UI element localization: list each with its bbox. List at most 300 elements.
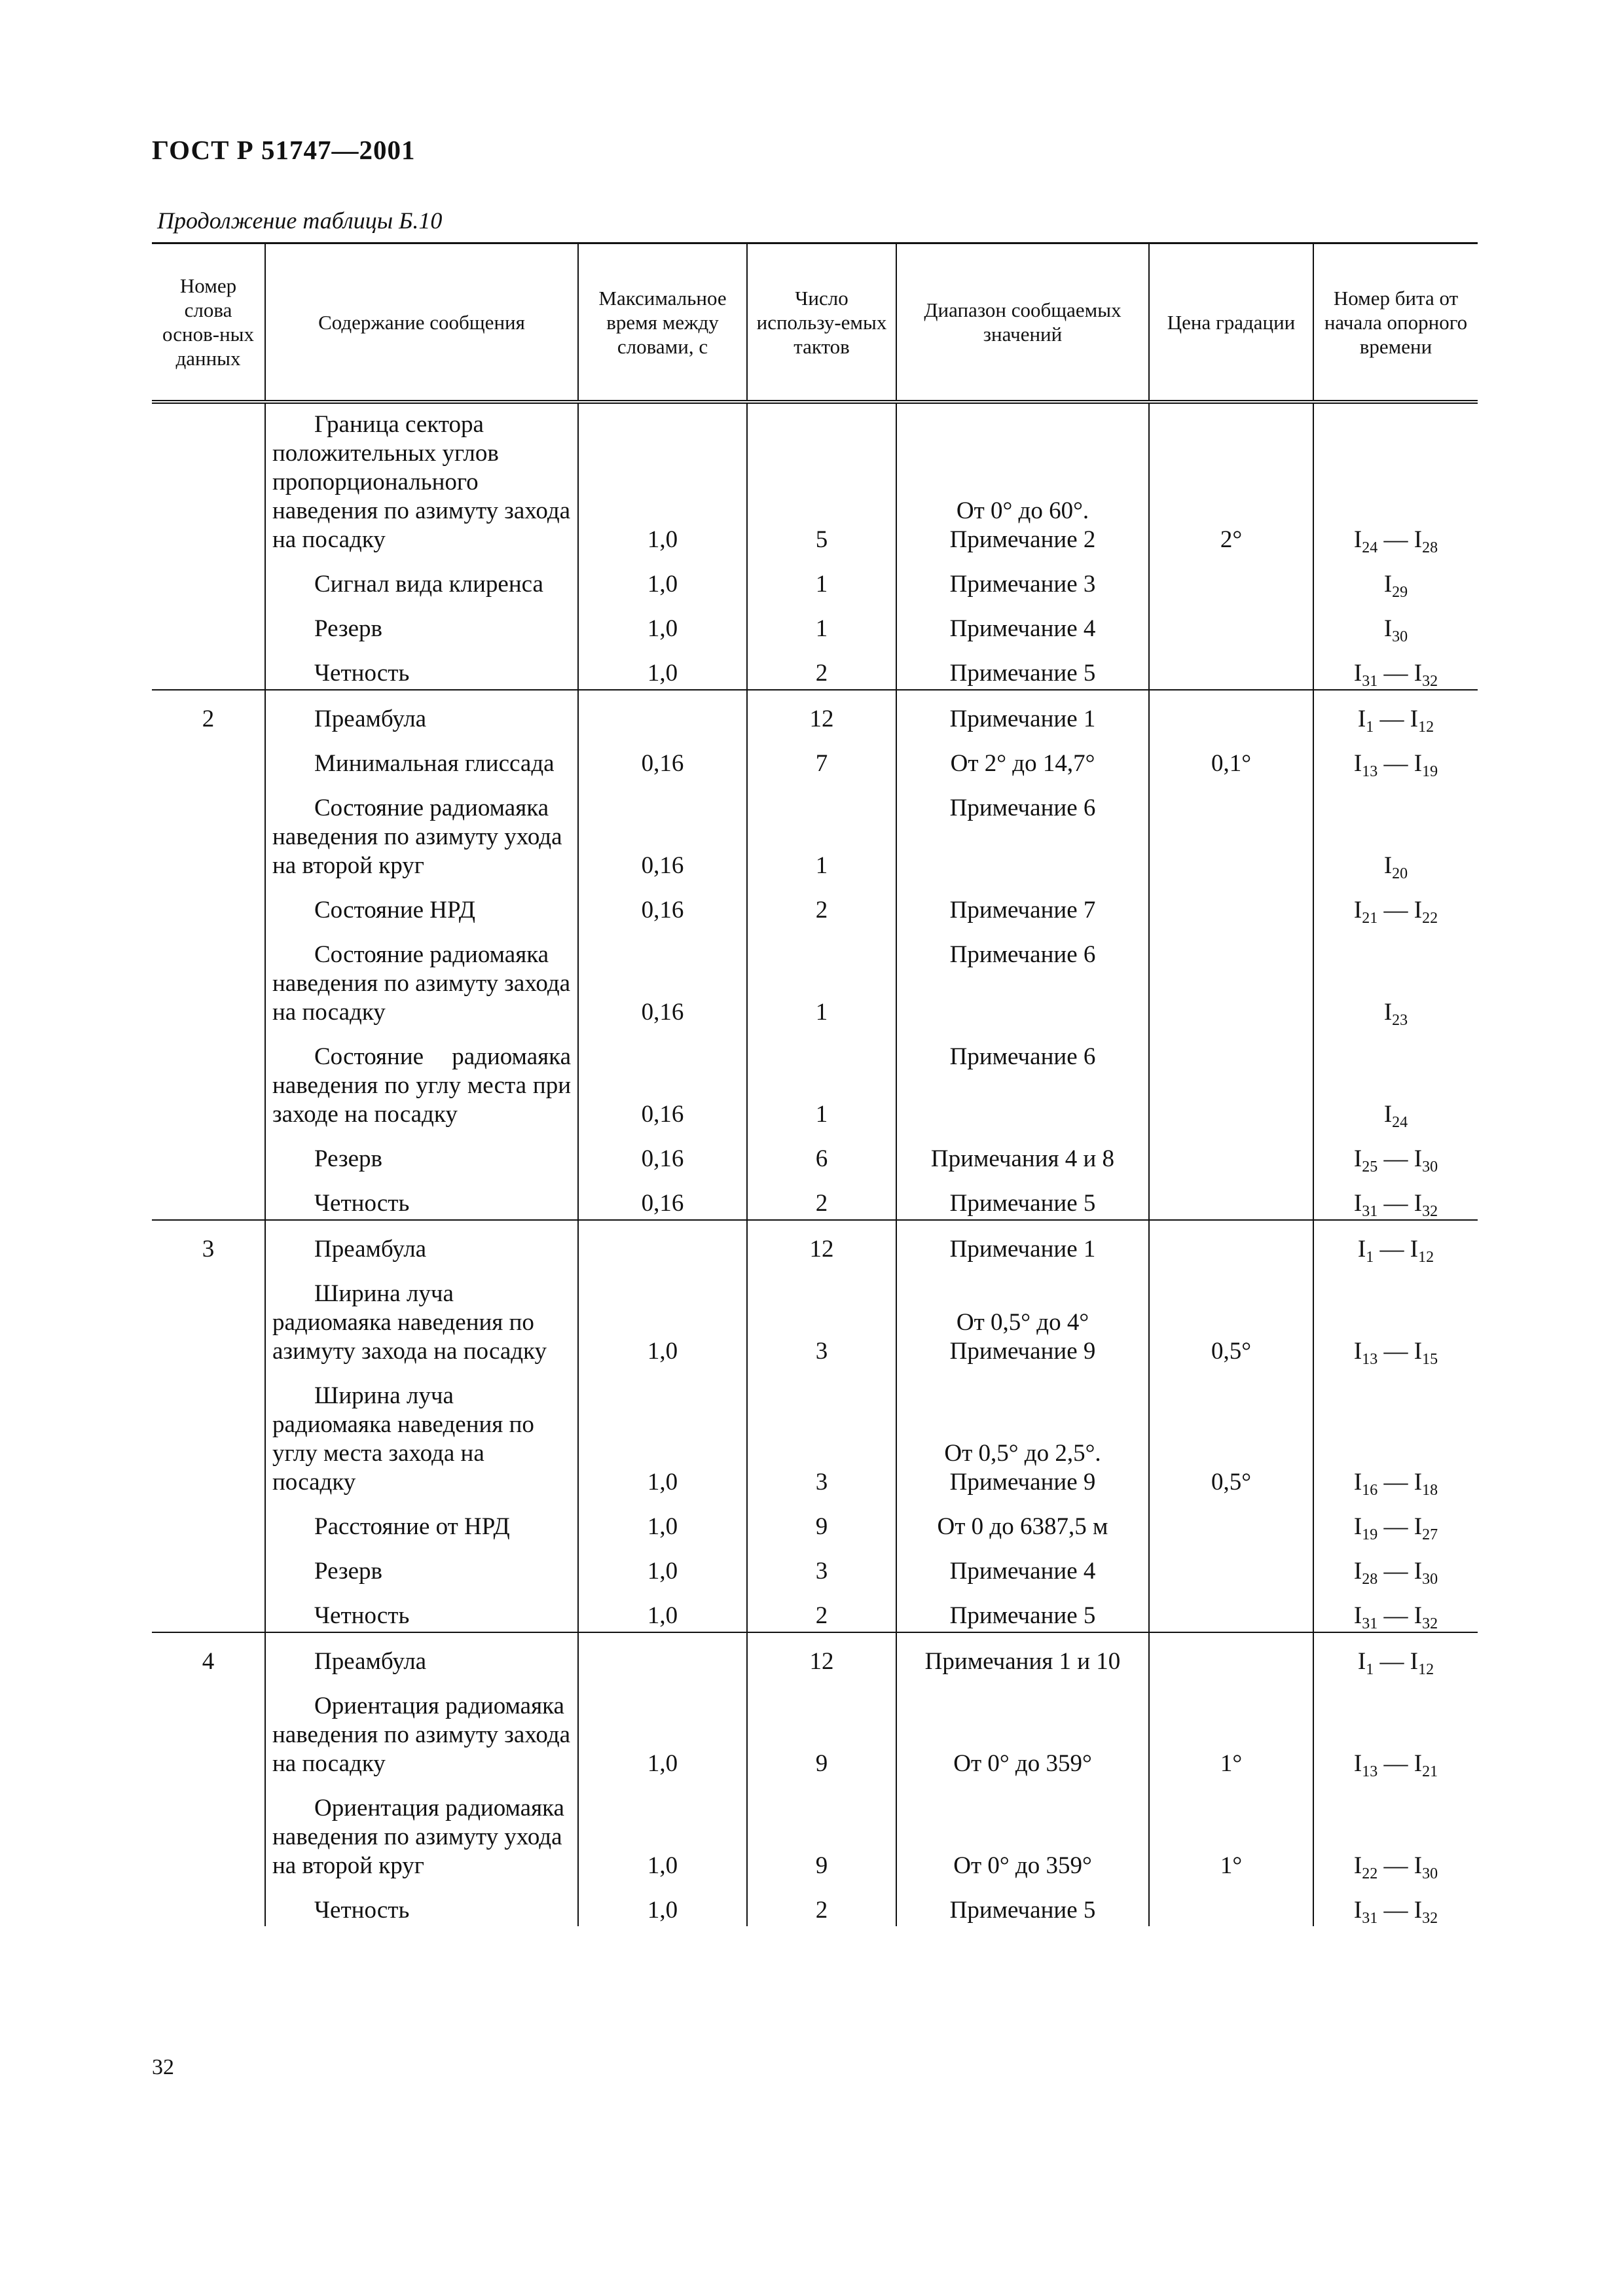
bit-number-cell [1313,402,1478,556]
cycles-cell: 12 [747,690,896,735]
value-range-cell: Примечание 7 [896,882,1149,926]
bit-symbol: I [1353,1145,1362,1172]
message-content-text: Граница сектора положительных углов пропорционального наведения по азимуту захода на посадку [272,411,571,553]
bit-index: 18 [1422,1482,1438,1499]
gradation-cell [1149,690,1313,735]
word-number-cell [152,645,265,690]
message-content-text: Четность [314,1897,410,1924]
gradation-cell [1149,1543,1313,1587]
message-content-text: Ориентация радиомаяка наведения по азимуту захода на посадку [272,1693,571,1777]
bit-symbol: I [1353,897,1362,924]
message-content-cell [265,690,578,735]
bit-number-cell [1313,1028,1478,1130]
bit-index: 31 [1362,1910,1378,1927]
word-number-cell [152,1175,265,1220]
bit-symbol: I [1413,1750,1423,1777]
message-table [152,242,1478,1926]
table-caption: Продолжение таблицы Б.10 [157,207,443,234]
word-number-cell [152,1367,265,1498]
header-max-time: Максимальное время между словами, с [578,243,747,403]
gradation-cell: 0,5° [1149,1265,1313,1367]
cycles-cell: 9 [747,1677,896,1780]
table-row [152,556,1478,600]
message-content-text: Минимальная глиссада [314,750,555,777]
table-row [152,926,1478,1028]
message-content-cell [265,1265,578,1367]
value-range-cell: Примечание 4 [896,1543,1149,1587]
page-number: 32 [152,2055,174,2079]
bit-number-cell [1313,556,1478,600]
bit-number-cell [1313,1587,1478,1632]
bit-number-cell [1313,1175,1478,1220]
bit-symbol: I [1357,1236,1366,1263]
word-number-cell: 2 [152,690,265,735]
bit-number-cell [1313,1265,1478,1367]
bit-index: 32 [1422,1203,1438,1220]
table-row [152,1367,1478,1498]
cycles-cell: 2 [747,1175,896,1220]
bit-number-cell [1313,780,1478,882]
message-content-text: Резерв [314,1558,382,1585]
bit-index: 13 [1362,1763,1378,1780]
gradation-cell [1149,1175,1313,1220]
bit-range-separator: — [1377,660,1414,687]
bit-range-separator: — [1377,1190,1414,1217]
bit-index: 31 [1362,1615,1378,1632]
value-range-cell: От 0,5° до 2,5°. Примечание 9 [896,1367,1149,1498]
bit-symbol: I [1413,1852,1423,1879]
bit-symbol: I [1413,750,1423,777]
bit-range-separator: — [1374,1648,1410,1675]
value-range-cell: Примечание 5 [896,645,1149,690]
table-row [152,1265,1478,1367]
cycles-cell: 2 [747,882,896,926]
value-range-cell: Примечания 4 и 8 [896,1130,1149,1175]
max-time-cell [578,1632,747,1677]
gradation-cell [1149,926,1313,1028]
table-row [152,1677,1478,1780]
message-content-text: Преамбула [314,1648,427,1675]
header-word-number: Номер слова основ-ных данных [152,243,265,403]
bit-symbol: I [1413,1338,1423,1365]
bit-symbol: I [1413,1513,1423,1540]
table-row [152,1587,1478,1632]
value-range-cell: Примечание 4 [896,600,1149,645]
cycles-cell: 9 [747,1780,896,1882]
bit-symbol: I [1353,526,1362,553]
word-number-cell [152,1543,265,1587]
table-row [152,1543,1478,1587]
bit-symbol: I [1383,999,1393,1026]
cycles-cell: 5 [747,402,896,556]
gradation-cell [1149,600,1313,645]
table-row [152,402,1478,556]
max-time-cell [578,690,747,735]
bit-index: 19 [1362,1526,1378,1543]
message-content-cell [265,1632,578,1677]
bit-symbol: I [1413,660,1423,687]
bit-symbol: I [1353,1897,1362,1924]
bit-number-cell [1313,1220,1478,1265]
word-number-cell [152,402,265,556]
bit-range-separator: — [1377,1338,1414,1365]
bit-range-separator: — [1377,1602,1414,1629]
message-content-cell [265,1498,578,1543]
table-row [152,780,1478,882]
bit-symbol: I [1383,852,1393,879]
message-content-text: Состояние радиомаяка наведения по азимуту ухода на второй круг [272,795,562,879]
bit-index: 28 [1422,539,1438,556]
bit-symbol: I [1383,1101,1393,1128]
value-range-cell: Примечания 1 и 10 [896,1632,1149,1677]
message-content-text: Состояние радиомаяка наведения по углу места при заходе на посадку [272,1043,571,1128]
bit-symbol: I [1413,1145,1423,1172]
bit-index: 1 [1366,1249,1374,1266]
gradation-cell: 0,5° [1149,1367,1313,1498]
bit-index: 23 [1392,1012,1408,1029]
word-number-cell [152,556,265,600]
gradation-cell [1149,882,1313,926]
bit-index: 32 [1422,1615,1438,1632]
cycles-cell: 3 [747,1265,896,1367]
bit-range-separator: — [1377,897,1414,924]
word-number-cell [152,735,265,780]
message-content-text: Сигнал вида клиренса [314,571,543,598]
message-content-text: Преамбула [314,1236,427,1263]
bit-index: 25 [1362,1158,1378,1175]
message-content-cell [265,780,578,882]
bit-symbol: I [1413,1469,1423,1496]
max-time-cell: 0,16 [578,1130,747,1175]
bit-range-separator: — [1377,1145,1414,1172]
message-content-cell [265,402,578,556]
bit-number-cell [1313,882,1478,926]
max-time-cell: 0,16 [578,1175,747,1220]
bit-number-cell [1313,1882,1478,1926]
table-row [152,1028,1478,1130]
bit-index: 22 [1422,910,1438,927]
value-range-cell: Примечание 1 [896,690,1149,735]
max-time-cell: 1,0 [578,1543,747,1587]
word-number-cell [152,600,265,645]
value-range-cell: Примечание 5 [896,1587,1149,1632]
value-range-cell: От 0° до 60°. Примечание 2 [896,402,1149,556]
message-content-text: Ширина луча радиомаяка наведения по азимуту захода на посадку [272,1280,547,1365]
bit-symbol: I [1353,1338,1362,1365]
gradation-cell: 1° [1149,1780,1313,1882]
bit-index: 20 [1392,865,1408,882]
value-range-cell: От 0° до 359° [896,1677,1149,1780]
bit-symbol: I [1353,1602,1362,1629]
header-value-range: Диапазон сообщаемых значений [896,243,1149,403]
value-range-cell: От 0° до 359° [896,1780,1149,1882]
value-range-cell: Примечание 6 [896,780,1149,882]
max-time-cell: 0,16 [578,780,747,882]
cycles-cell: 2 [747,1587,896,1632]
max-time-cell: 0,16 [578,735,747,780]
bit-number-cell [1313,1543,1478,1587]
message-content-cell [265,556,578,600]
value-range-cell: Примечание 1 [896,1220,1149,1265]
table-body [152,402,1478,1926]
table-row [152,1130,1478,1175]
table-row [152,735,1478,780]
table-row [152,1882,1478,1926]
cycles-cell: 1 [747,1028,896,1130]
message-content-text: Резерв [314,615,382,642]
bit-symbol: I [1383,615,1393,642]
bit-index: 30 [1422,1865,1438,1882]
gradation-cell [1149,780,1313,882]
max-time-cell: 1,0 [578,1367,747,1498]
message-content-text: Четность [314,660,410,687]
max-time-cell: 0,16 [578,1028,747,1130]
header-message-content: Содержание сообщения [265,243,578,403]
value-range-cell: Примечание 5 [896,1882,1149,1926]
value-range-cell: От 2° до 14,7° [896,735,1149,780]
word-number-cell [152,1780,265,1882]
message-content-cell [265,926,578,1028]
bit-index: 15 [1422,1351,1438,1368]
table-row [152,645,1478,690]
value-range-cell: Примечание 6 [896,926,1149,1028]
cycles-cell: 3 [747,1543,896,1587]
bit-number-cell [1313,735,1478,780]
max-time-cell: 1,0 [578,1780,747,1882]
bit-index: 24 [1392,1114,1408,1131]
header-gradation: Цена градации [1149,243,1313,403]
table-row [152,1632,1478,1677]
bit-symbol: I [1413,1602,1423,1629]
bit-index: 30 [1392,628,1408,645]
message-content-text: Состояние НРД [314,897,476,924]
message-content-text: Четность [314,1190,410,1217]
word-number-cell [152,1498,265,1543]
message-content-text: Ширина луча радиомаяка наведения по углу места захода на посадку [272,1382,534,1496]
bit-number-cell [1313,926,1478,1028]
document-title: ГОСТ Р 51747—2001 [152,135,416,165]
bit-symbol: I [1353,1190,1362,1217]
message-content-text: Состояние радиомаяка наведения по азимуту захода на посадку [272,941,571,1026]
message-content-text: Резерв [314,1145,382,1172]
message-content-cell [265,1587,578,1632]
bit-index: 16 [1362,1482,1378,1499]
bit-index: 12 [1418,1661,1434,1678]
message-content-text: Ориентация радиомаяка наведения по азимуту ухода на второй круг [272,1795,564,1879]
bit-number-cell [1313,1677,1478,1780]
bit-index: 29 [1392,584,1408,601]
max-time-cell: 1,0 [578,645,747,690]
table-row [152,1175,1478,1220]
bit-symbol: I [1413,526,1423,553]
bit-index: 28 [1362,1571,1378,1588]
bit-symbol: I [1353,1750,1362,1777]
bit-index: 12 [1418,1249,1434,1266]
message-content-cell [265,1367,578,1498]
max-time-cell: 0,16 [578,926,747,1028]
bit-symbol: I [1353,660,1362,687]
value-range-cell: От 0 до 6387,5 м [896,1498,1149,1543]
cycles-cell: 1 [747,556,896,600]
message-content-cell [265,600,578,645]
bit-index: 21 [1362,910,1378,927]
message-content-text: Четность [314,1602,410,1629]
bit-number-cell [1313,1130,1478,1175]
table-row [152,1780,1478,1882]
message-content-cell [265,645,578,690]
gradation-cell [1149,645,1313,690]
word-number-cell [152,1130,265,1175]
bit-symbol: I [1410,1236,1419,1263]
gradation-cell [1149,1498,1313,1543]
value-range-cell: От 0,5° до 4° Примечание 9 [896,1265,1149,1367]
word-number-cell [152,1587,265,1632]
max-time-cell: 1,0 [578,1265,747,1367]
bit-range-separator: — [1377,1513,1414,1540]
gradation-cell [1149,1220,1313,1265]
bit-number-cell [1313,1367,1478,1498]
max-time-cell: 1,0 [578,1587,747,1632]
bit-symbol: I [1410,706,1419,732]
bit-index: 31 [1362,673,1378,690]
bit-number-cell [1313,600,1478,645]
bit-index: 32 [1422,673,1438,690]
word-number-cell [152,1028,265,1130]
cycles-cell: 12 [747,1220,896,1265]
cycles-cell: 6 [747,1130,896,1175]
word-number-cell: 4 [152,1632,265,1677]
header-cycles: Число использу-емых тактов [747,243,896,403]
bit-symbol: I [1353,1513,1362,1540]
bit-range-separator: — [1377,526,1414,553]
message-content-cell [265,1677,578,1780]
max-time-cell: 1,0 [578,1882,747,1926]
bit-symbol: I [1413,1190,1423,1217]
bit-index: 22 [1362,1865,1378,1882]
bit-number-cell [1313,690,1478,735]
bit-number-cell [1313,1632,1478,1677]
message-content-text: Расстояние от НРД [314,1513,510,1540]
bit-index: 13 [1362,1351,1378,1368]
gradation-cell [1149,1632,1313,1677]
max-time-cell: 0,16 [578,882,747,926]
bit-range-separator: — [1377,1469,1414,1496]
bit-index: 21 [1422,1763,1438,1780]
word-number-cell [152,1677,265,1780]
bit-symbol: I [1410,1648,1419,1675]
bit-index: 30 [1422,1571,1438,1588]
bit-index: 13 [1362,763,1378,780]
max-time-cell: 1,0 [578,600,747,645]
bit-symbol: I [1413,1897,1423,1924]
bit-number-cell [1313,1780,1478,1882]
word-number-cell [152,1882,265,1926]
gradation-cell [1149,1587,1313,1632]
word-number-cell: 3 [152,1220,265,1265]
cycles-cell: 1 [747,780,896,882]
message-content-cell [265,1130,578,1175]
cycles-cell: 1 [747,926,896,1028]
gradation-cell [1149,556,1313,600]
value-range-cell: Примечание 5 [896,1175,1149,1220]
bit-symbol: I [1383,571,1393,598]
bit-symbol: I [1413,897,1423,924]
bit-index: 1 [1366,1661,1374,1678]
bit-number-cell [1313,645,1478,690]
bit-range-separator: — [1377,1558,1414,1585]
bit-index: 30 [1422,1158,1438,1175]
bit-symbol: I [1413,1558,1423,1585]
cycles-cell: 2 [747,1882,896,1926]
gradation-cell [1149,1882,1313,1926]
value-range-cell: Примечание 6 [896,1028,1149,1130]
message-content-cell [265,1220,578,1265]
bit-index: 12 [1418,719,1434,736]
max-time-cell: 1,0 [578,402,747,556]
cycles-cell: 9 [747,1498,896,1543]
max-time-cell: 1,0 [578,556,747,600]
message-content-cell [265,735,578,780]
cycles-cell: 2 [747,645,896,690]
bit-symbol: I [1353,1852,1362,1879]
header-bit-number: Номер бита от начала опорного времени [1313,243,1478,403]
bit-range-separator: — [1377,1750,1414,1777]
bit-index: 32 [1422,1910,1438,1927]
bit-symbol: I [1357,706,1366,732]
bit-range-separator: — [1377,1852,1414,1879]
bit-range-separator: — [1377,750,1414,777]
word-number-cell [152,926,265,1028]
gradation-cell: 0,1° [1149,735,1313,780]
max-time-cell [578,1220,747,1265]
bit-number-cell [1313,1498,1478,1543]
table-header-row [152,243,1478,403]
gradation-cell: 1° [1149,1677,1313,1780]
table-row [152,600,1478,645]
bit-index: 27 [1422,1526,1438,1543]
bit-range-separator: — [1374,1236,1410,1263]
max-time-cell: 1,0 [578,1498,747,1543]
table-row [152,690,1478,735]
table-row [152,882,1478,926]
message-content-cell [265,1175,578,1220]
gradation-cell: 2° [1149,402,1313,556]
bit-index: 31 [1362,1203,1378,1220]
bit-range-separator: — [1374,706,1410,732]
bit-index: 24 [1362,539,1378,556]
cycles-cell: 3 [747,1367,896,1498]
bit-symbol: I [1353,1558,1362,1585]
gradation-cell [1149,1130,1313,1175]
bit-symbol: I [1353,1469,1362,1496]
cycles-cell: 7 [747,735,896,780]
gradation-cell [1149,1028,1313,1130]
cycles-cell: 1 [747,600,896,645]
value-range-cell: Примечание 3 [896,556,1149,600]
bit-symbol: I [1353,750,1362,777]
message-content-cell [265,1543,578,1587]
bit-symbol: I [1357,1648,1366,1675]
bit-index: 19 [1422,763,1438,780]
message-content-cell [265,1780,578,1882]
word-number-cell [152,882,265,926]
table-row [152,1498,1478,1543]
message-content-text: Преамбула [314,706,427,732]
word-number-cell [152,1265,265,1367]
message-content-cell [265,1028,578,1130]
message-content-cell [265,882,578,926]
bit-index: 1 [1366,719,1374,736]
